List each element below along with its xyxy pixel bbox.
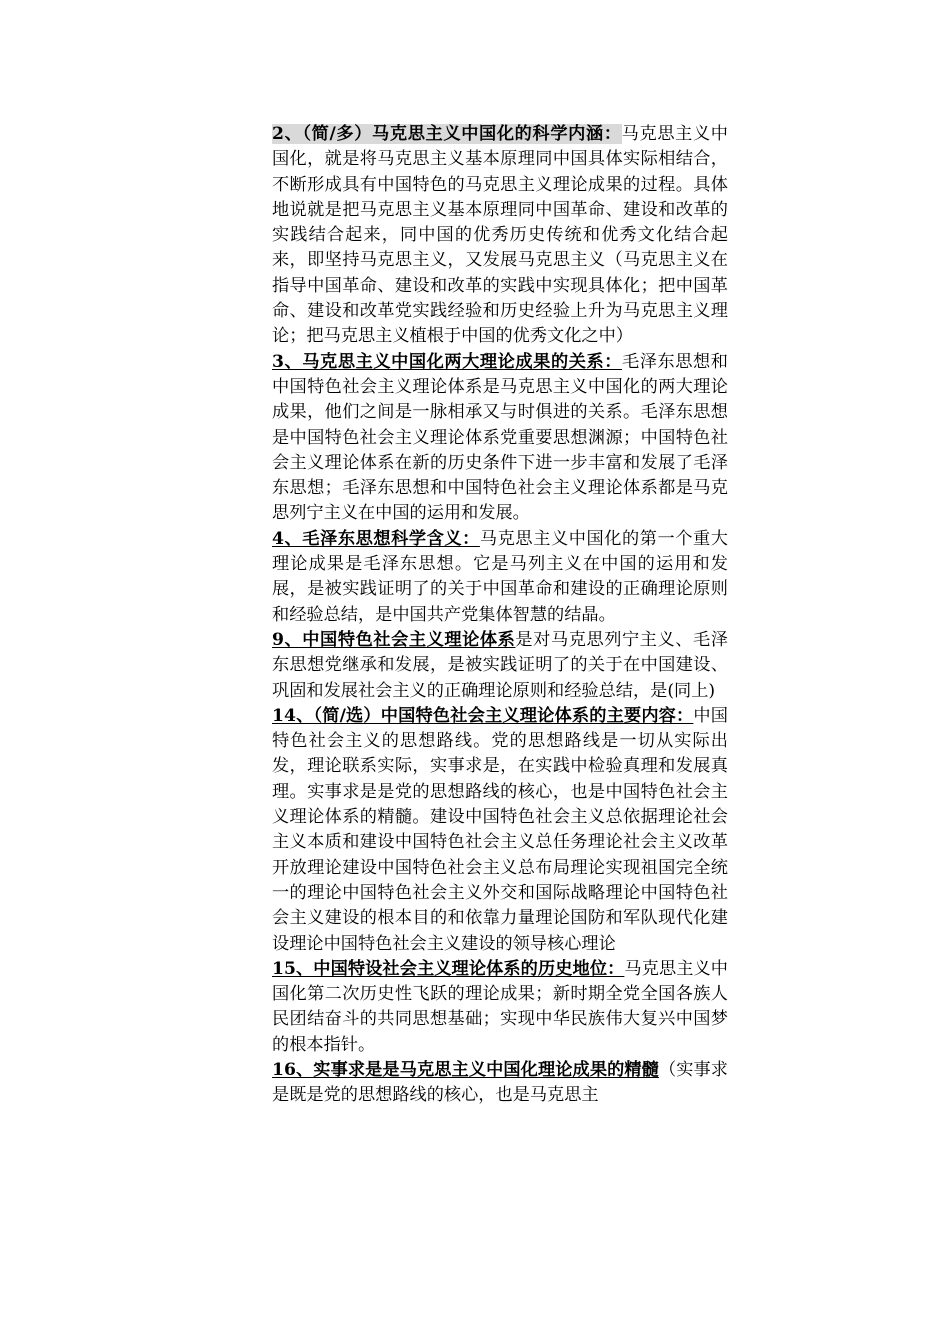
section-body: 是对马克思列宁主义、毛泽东思想党继承和发展，是被实践证明了的关于在中国建设、巩固和发展社会主义的正确理论原则和经验总结，是(同上) xyxy=(272,629,728,701)
section-4 xyxy=(272,527,728,628)
section-heading: 3、马克思主义中国化两大理论成果的关系： xyxy=(272,351,622,372)
section-heading: 14、（简/选）中国特色社会主义理论体系的主要内容： xyxy=(272,705,694,726)
section-16 xyxy=(272,1058,728,1109)
section-heading: 2、（简/多）马克思主义中国化的科学内涵： xyxy=(272,124,622,144)
section-heading: 4、毛泽东思想科学含义： xyxy=(272,528,480,549)
section-body: 中国特色社会主义的思想路线。党的思想路线是一切从实际出发，理论联系实际，实事求是，在实践中检验真理和发展真理。实事求是是党的思想路线的核心，也是中国特色社会主义理论体系的精髓。建设中国特色社会主义总依据理论社会主义本质和建设中国特色社会主义总任务理论社会主义改革开放理论建设中国特色社会主义总布局理论实现祖国完全统一的理论中国特色社会主义外交和国际战略理论中国特色社会主义建设的根本目的和依靠力量理论国防和军队现代化建设理论中国特色社会主义建设的领导核心理论 xyxy=(272,705,728,954)
section-body: 马克思主义中国化，就是将马克思主义基本原理同中国具体实际相结合，不断形成具有中国特色的马克思主义理论成果的过程。具体地说就是把马克思主义基本原理同中国革命、建设和改革的实践结合起来，同中国的优秀历史传统和优秀文化结合起来，即坚持马克思主义，又发展马克思主义（马克思主义在指导中国革命、建设和改革的实践中实现具体化；把中国革命、建设和改革党实践经验和历史经验上升为马克思主义理论；把马克思主义植根于中国的优秀文化之中） xyxy=(272,124,728,347)
section-body: 毛泽东思想和中国特色社会主义理论体系是马克思主义中国化的两大理论成果，他们之间是一脉相承又与时俱进的关系。毛泽东思想是中国特色社会主义理论体系党重要思想渊源；中国特色社会主义理论体系在新的历史条件下进一步丰富和发展了毛泽东思想；毛泽东思想和中国特色社会主义理论体系都是马克思列宁主义在中国的运用和发展。 xyxy=(272,351,728,524)
section-9 xyxy=(272,628,728,704)
section-2 xyxy=(272,122,728,350)
section-14 xyxy=(272,704,728,957)
section-body: 马克思主义中国化的第一个重大理论成果是毛泽东思想。它是马列主义在中国的运用和发展，是被实践证明了的关于中国革命和建设的正确理论原则和经验总结，是中国共产党集体智慧的结晶。 xyxy=(272,528,728,625)
section-heading: 9、中国特色社会主义理论体系 xyxy=(272,629,516,650)
section-heading: 16、实事求是是马克思主义中国化理论成果的精髓 xyxy=(272,1059,659,1080)
section-15 xyxy=(272,957,728,1058)
document-text-column xyxy=(272,122,728,1109)
section-body: 马克思主义中国化第二次历史性飞跃的理论成果；新时期全党全国各族人民团结奋斗的共同思想基础；实现中华民族伟大复兴中国梦的根本指针。 xyxy=(272,958,728,1055)
section-3 xyxy=(272,350,728,527)
section-heading: 15、中国特设社会主义理论体系的历史地位： xyxy=(272,958,625,979)
section-body: （实事求是既是党的思想路线的核心，也是马克思主 xyxy=(272,1059,728,1106)
